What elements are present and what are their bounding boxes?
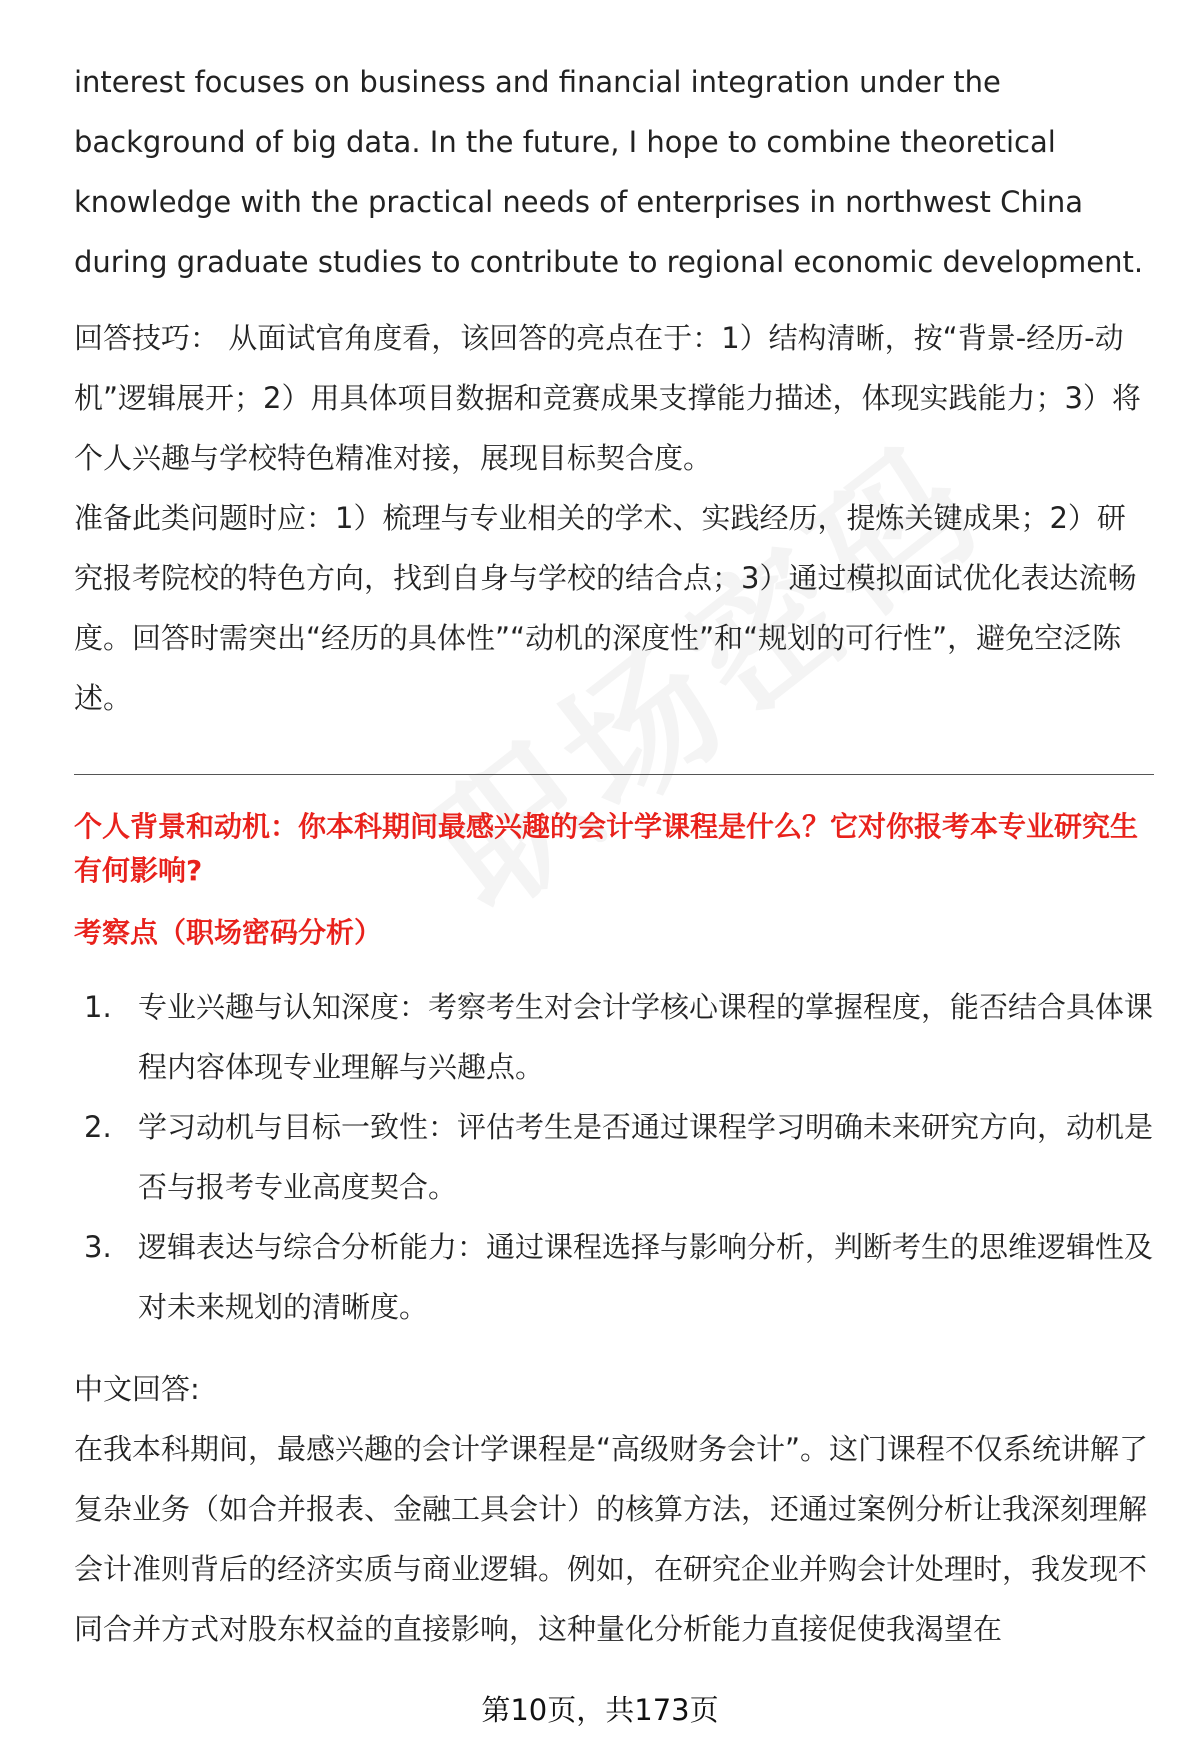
answer-heading: 中文回答:	[74, 1372, 200, 1406]
list-item-text: 学习动机与目标一致性：评估考生是否通过课程学习明确未来研究方向，动机是否与报考专业高度契合。	[138, 1110, 1154, 1204]
answer-paragraph: 在我本科期间，最感兴趣的会计学课程是“高级财务会计”。这门课程不仅系统讲解了复杂业务（如合并报表、金融工具会计）的核算方法，还通过案例分析让我深刻理解会计准则背后的经济实质与商业逻辑。例如，在研究企业并购会计处理时，我发现不同合并方式对股东权益的直接影响，这种量化分析能力直接促使我渴望在	[74, 1432, 1149, 1646]
assessment-points-list	[74, 977, 1154, 1337]
list-item	[74, 977, 1154, 1097]
list-number: 1.	[84, 990, 112, 1024]
list-number: 3.	[84, 1230, 112, 1264]
list-item-text: 逻辑表达与综合分析能力：通过课程选择与影响分析，判断考生的思维逻辑性及对未来规划的清晰度。	[138, 1230, 1154, 1324]
document-page	[74, 52, 1154, 1659]
intro-paragraph: interest focuses on business and financial integration under the background of big data. In the future, I hope to combine theoretical knowledge with the practical needs of enterprises in northwest China during graduate studies to contribute to regional economic development.	[74, 65, 1144, 279]
prep-paragraph: 准备此类问题时应：1）梳理与专业相关的学术、实践经历，提炼关键成果；2）研究报考院校的特色方向，找到自身与学校的结合点；3）通过模拟面试优化表达流畅度。回答时需突出“经历的具体性”“动机的深度性”和“规划的可行性”，避免空泛陈述。	[74, 501, 1137, 715]
section-divider	[74, 774, 1154, 775]
section-heading: 考察点（职场密码分析）	[74, 916, 383, 949]
list-item	[74, 1097, 1154, 1217]
list-item-text: 专业兴趣与认知深度：考察考生对会计学核心课程的掌握程度，能否结合具体课程内容体现专业理解与兴趣点。	[138, 990, 1154, 1084]
tips-paragraph: 回答技巧： 从面试官角度看，该回答的亮点在于：1）结构清晰，按“背景-经历-动机”逻辑展开；2）用具体项目数据和竞赛成果支撑能力描述，体现实践能力；3）将个人兴趣与学校特色精准对接，展现目标契合度。	[74, 321, 1141, 475]
list-number: 2.	[84, 1110, 112, 1144]
question-heading: 个人背景和动机：你本科期间最感兴趣的会计学课程是什么？它对你报考本专业研究生有何影响?	[74, 810, 1139, 887]
page-number-footer: 第10页，共173页	[481, 1693, 719, 1727]
list-item	[74, 1217, 1154, 1337]
